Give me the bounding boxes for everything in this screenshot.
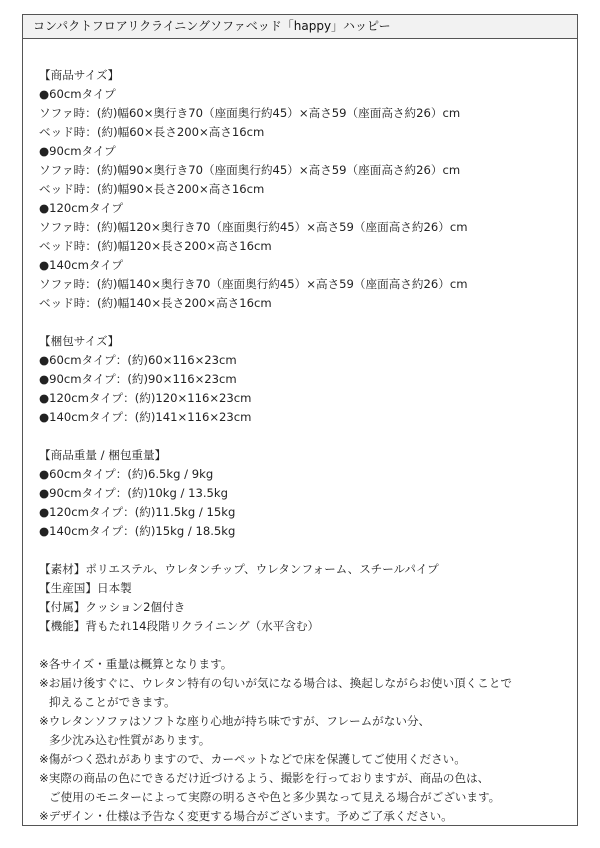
spec-content [23,39,577,826]
note-line: ※各サイズ・重量は概算となります。 [39,657,233,671]
weight-line: ●90cmタイプ：(約)10kg / 13.5kg [39,486,228,500]
spec-line-material: 【素材】ポリエステル、ウレタンチップ、ウレタンフォーム、スチールパイプ [39,562,439,576]
size-line: ベッド時：(約)幅90×長さ200×高さ16cm [39,182,265,196]
size-line: ●140cmタイプ [39,258,124,272]
size-line: ベッド時：(約)幅60×長さ200×高さ16cm [39,125,265,139]
note-line: ※傷がつく恐れがありますので、カーペットなどで床を保護してご使用ください。 [39,752,466,766]
package-line: ●140cmタイプ：(約)141×116×23cm [39,410,252,424]
size-section [39,66,577,313]
weight-section [39,446,577,541]
product-spec-box [22,14,578,826]
size-line: ベッド時：(約)幅120×長さ200×高さ16cm [39,239,272,253]
section-spacer [39,636,577,655]
note-line: ※ウレタンソファはソフトな座り心地が持ち味ですが、フレームがない分、 [39,714,431,728]
weight-line: ●60cmタイプ：(約)6.5kg / 9kg [39,467,214,481]
size-line: ●60cmタイプ [39,87,116,101]
spec-line-origin: 【生産国】日本製 [39,581,132,595]
package-line: ●90cmタイプ：(約)90×116×23cm [39,372,237,386]
section-spacer [39,541,577,560]
weight-line: ●120cmタイプ：(約)11.5kg / 15kg [39,505,236,519]
size-line: ベッド時：(約)幅140×長さ200×高さ16cm [39,296,272,310]
note-line: ※実際の商品の色にできるだけ近づけるよう、撮影を行っておりますが、商品の色は、 [39,771,490,785]
spec-line-accessory: 【付属】クッション2個付き [39,600,186,614]
section-spacer [39,427,577,446]
size-line: ソファ時：(約)幅90×奥行き70（座面奥行約45）×高さ59（座面高さ約26）cm [39,163,461,177]
size-line: ソファ時：(約)幅60×奥行き70（座面奥行約45）×高さ59（座面高さ約26）cm [39,106,461,120]
note-line: 多少沈み込む性質があります。 [49,733,211,747]
weight-heading: 【商品重量 / 梱包重量】 [39,448,167,462]
section-spacer [39,313,577,332]
package-line: ●120cmタイプ：(約)120×116×23cm [39,391,252,405]
weight-line: ●140cmタイプ：(約)15kg / 18.5kg [39,524,236,538]
size-line: ソファ時：(約)幅120×奥行き70（座面奥行約45）×高さ59（座面高さ約26）cm [39,220,468,234]
spec-section [39,560,577,636]
spec-line-function: 【機能】背もたれ14段階リクライニング（水平含む） [39,619,320,633]
notes-section [39,655,577,826]
note-line: ※お届け後すぐに、ウレタン特有の匂いが気になる場合は、換起しながらお使い頂くことで [39,676,513,690]
note-line: 抑えることができます。 [49,695,176,709]
product-title: コンパクトフロアリクライニングソファベッド「happy」ハッピー [23,15,577,39]
size-heading: 【商品サイズ】 [39,68,120,82]
note-line: ご使用のモニターによって実際の明るさや色と多少異なって見える場合がございます。 [49,790,501,804]
package-section [39,332,577,427]
size-line: ●90cmタイプ [39,144,116,158]
size-line: ●120cmタイプ [39,201,124,215]
size-line: ソファ時：(約)幅140×奥行き70（座面奥行約45）×高さ59（座面高さ約26）cm [39,277,468,291]
note-line: ※デザイン・仕様は予告なく変更する場合がございます。予めご了承ください。 [39,809,453,823]
package-heading: 【梱包サイズ】 [39,334,120,348]
package-line: ●60cmタイプ：(約)60×116×23cm [39,353,237,367]
